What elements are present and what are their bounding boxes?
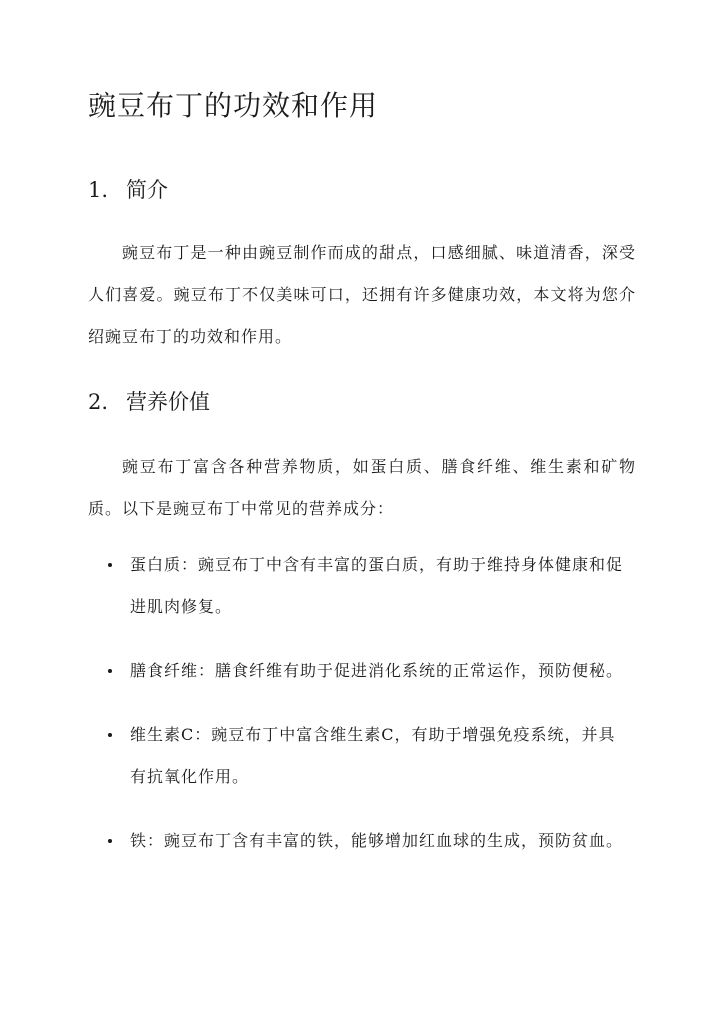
section-number: 2. xyxy=(88,390,109,414)
nutrition-paragraph: 豌豆布丁富含各种营养物质，如蛋白质、膳食纤维、维生素和矿物质。以下是豌豆布丁中常见的营养成分： xyxy=(88,457,636,518)
bullet-dot-icon xyxy=(108,839,112,843)
list-item-text: 维生素C：豌豆布丁中富含维生素C，有助于增强免疫系统，并具有抗氧化作用。 xyxy=(130,725,616,786)
section-title: 简介 xyxy=(126,178,168,202)
section-heading-nutrition xyxy=(88,386,210,418)
bullet-dot-icon xyxy=(108,669,112,673)
bullet-dot-icon xyxy=(108,733,112,737)
nutrient-list xyxy=(108,544,628,884)
section-number: 1. xyxy=(88,178,109,202)
list-item xyxy=(108,544,628,628)
bullet-dot-icon xyxy=(108,563,112,567)
list-item-text: 膳食纤维：膳食纤维有助于促进消化系统的正常运作，预防便秘。 xyxy=(130,661,624,680)
list-item xyxy=(108,714,628,798)
list-item xyxy=(108,820,628,862)
document-title: 豌豆布丁的功效和作用 xyxy=(88,89,379,122)
intro-paragraph: 豌豆布丁是一种由豌豆制作而成的甜点，口感细腻、味道清香，深受人们喜爱。豌豆布丁不仅美味可口，还拥有许多健康功效，本文将为您介绍豌豆布丁的功效和作用。 xyxy=(88,243,636,346)
list-item-text: 蛋白质：豌豆布丁中含有丰富的蛋白质，有助于维持身体健康和促进肌肉修复。 xyxy=(130,555,624,616)
section-heading-intro xyxy=(88,174,168,206)
section-title: 营养价值 xyxy=(126,390,210,414)
list-item-text: 铁：豌豆布丁含有丰富的铁，能够增加红血球的生成，预防贫血。 xyxy=(130,831,624,850)
list-item xyxy=(108,650,628,692)
